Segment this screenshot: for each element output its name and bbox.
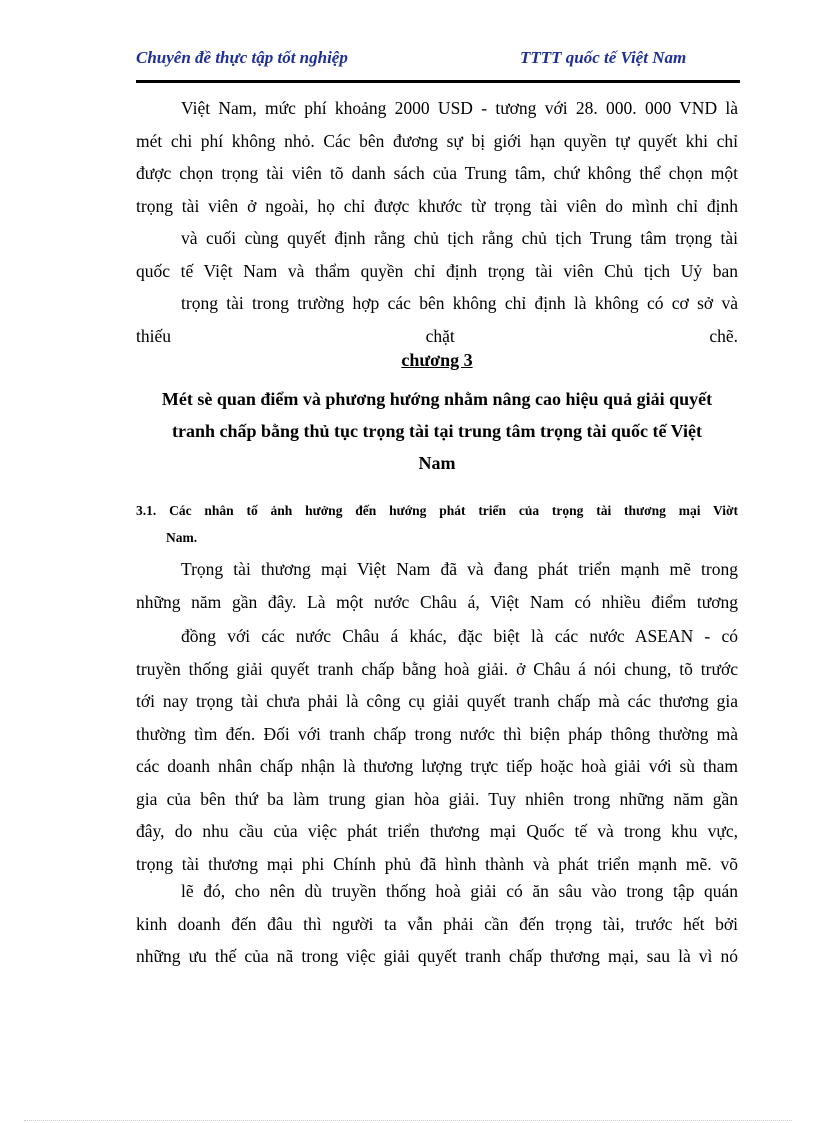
text-line: và cuối cùng quyết định rằng chủ tịch rằng chủ tịch Trung tâm trọng tài — [181, 228, 738, 248]
paragraph-6 — [136, 875, 738, 973]
text-line: được chọn trọng tài viên tõ danh sách của Trung tâm, chứ không thể chọn một — [136, 163, 738, 183]
chapter-title — [136, 383, 738, 479]
text-line: đồng với các nước Châu á khác, đặc biệt là các nước ASEAN - có — [181, 626, 738, 646]
text-line: quốc tế Việt Nam và thẩm quyền chỉ định trọng tài viên Chủ tịch Uỷ ban — [136, 260, 738, 281]
text-line: trọng tài thương mại phi Chính phủ đã hình thành và phát triển mạnh mẽ. võ — [136, 853, 738, 874]
paragraph-1 — [136, 92, 738, 222]
text-segment: thiếu chặt chẽ. — [136, 325, 738, 346]
paragraph-3 — [136, 287, 738, 352]
chapter-number: chương 3 — [401, 350, 473, 370]
page-bottom-border — [24, 1120, 792, 1121]
text-line — [136, 320, 738, 353]
text-line: trọng tài trong trường hợp các bên không chỉ định là không có cơ sở và — [181, 293, 738, 313]
header-divider — [136, 80, 740, 83]
text-line: những năm gần đây. Là một nước Châu á, Việt Nam có nhiều điểm tương — [136, 591, 738, 612]
text-line: lẽ đó, cho nên dù truyền thống hoà giải có ăn sâu vào trong tập quán — [181, 881, 738, 901]
paragraph-4 — [136, 553, 738, 618]
page-header — [136, 48, 740, 74]
text-line: những ưu thế của nã trong việc giải quyết tranh chấp thương mại, sau là vì nó — [136, 946, 738, 966]
text-line: các doanh nhân chấp nhận là thương lượng trực tiếp hoặc hoà giải với sù tham — [136, 756, 738, 776]
section-heading-line: Nam. — [166, 530, 198, 545]
header-title-left: Chuyên đề thực tập tốt nghiệp — [136, 48, 348, 67]
section-heading-line: 3.1. Các nhân tố ảnh hưởng đến hướng phát triển của trọng tài thương mại Viờt — [136, 503, 738, 518]
text-line: mét chi phí không nhỏ. Các bên đương sự bị giới hạn quyền tự quyết khi chỉ — [136, 130, 738, 151]
chapter-title-line: tranh chấp bằng thủ tục trọng tài tại trung tâm trọng tài quốc tế Việt — [172, 421, 702, 441]
paragraph-2 — [136, 222, 738, 287]
text-line: Trọng tài thương mại Việt Nam đã và đang phát triển mạnh mẽ trong — [181, 559, 738, 579]
text-line: kinh doanh đến đâu thì người ta vẫn phải cần đến trọng tài, trước hết bởi — [136, 913, 738, 934]
text-line: tới nay trọng tài chưa phải là công cụ giải quyết tranh chấp mà các thương gia — [136, 691, 738, 711]
text-line: đây, do nhu cầu của việc phát triển thương mại Quốc tế và trong khu vực, — [136, 821, 738, 841]
text-line: Việt Nam, mức phí khoảng 2000 USD - tương với 28. 000. 000 VND là — [181, 98, 738, 118]
chapter-title-line: Mét sè quan điểm và phương hướng nhằm nâng cao hiệu quả giải quyết — [161, 389, 713, 409]
text-line: truyền thống giải quyết tranh chấp bằng hoà giải. ở Châu á nói chung, tõ trước — [136, 658, 738, 679]
text-line: trọng tài viên ở ngoài, họ chỉ được khước từ trọng tài viên do mình chỉ định — [136, 195, 738, 216]
text-line: thường tìm đến. Đối với tranh chấp trong nước thì biện pháp thông thường mà — [136, 723, 738, 744]
paragraph-5 — [136, 620, 738, 880]
chapter-title-line: Nam — [418, 453, 456, 473]
header-title-right: TTTT quốc tế Việt Nam — [520, 48, 687, 67]
text-line: gia của bên thứ ba làm trung gian hòa giải. Tuy nhiên trong những năm gần — [136, 788, 738, 809]
section-heading — [136, 497, 738, 551]
